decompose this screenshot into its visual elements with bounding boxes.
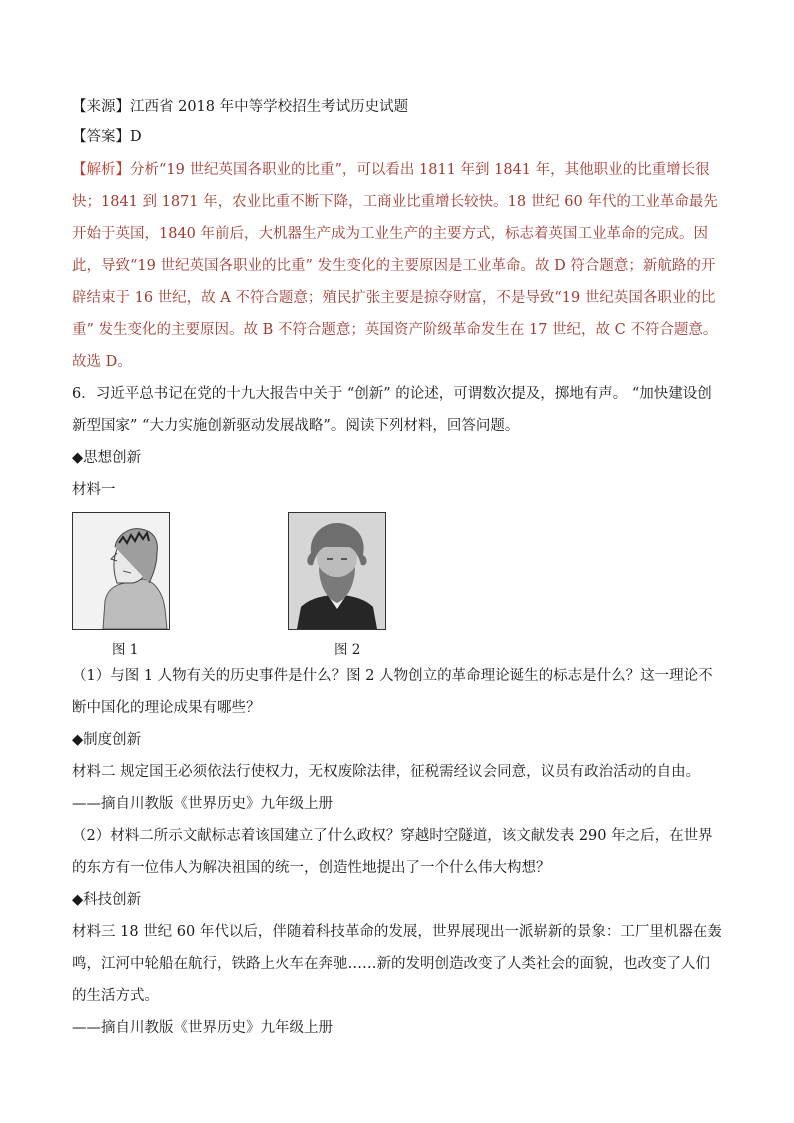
analysis-label: 【解析】 (72, 162, 130, 178)
material-1-label: 材料一 (72, 482, 116, 498)
source-text: 江西省 2018 年中等学校招生考试历史试题 (130, 99, 409, 115)
figure-2-portrait-image (288, 512, 386, 630)
material-3-text: 材料三 18 世纪 60 年代以后，伴随着科技革命的发展，世界展现出一派崭新的景象：工厂里机器在轰鸣，江河中轮船在航行，铁路上火车在奔驰……新的发明创造改变了人类社会的面貌，也改变了人们的生活方式。 (72, 924, 722, 1004)
figure-2-caption: 图 2 (334, 642, 361, 658)
figure-1-portrait-image (72, 512, 170, 630)
section-thought-title: ◆思想创新 (72, 450, 142, 466)
material-2-text: 材料二 规定国王必须依法行使权力，无权废除法律，征税需经议会同意，议员有政治活动的自由。 (72, 764, 701, 780)
document-page (72, 96, 724, 1044)
material-3-source: ——摘自川教版《世界历史》九年级上册 (72, 1020, 333, 1036)
section-technology-title: ◆科技创新 (72, 892, 142, 908)
section-institution-title: ◆制度创新 (72, 732, 142, 748)
question-6-intro: 6．习近平总书记在党的十九大报告中关于 “创新” 的论述，可谓数次提及，掷地有声。 “加快建设创新型国家” “大力实施创新驱动发展战略”。阅读下列材料，回答问题。 (72, 386, 712, 434)
answer-text: D (130, 129, 142, 145)
material-2-source: ——摘自川教版《世界历史》九年级上册 (72, 796, 333, 812)
question-6-2: （2）材料二所示文献标志着该国建立了什么政权？穿越时空隧道，该文献发表 290 年之后，在世界的东方有一位伟人为解决祖国的统一，创造性地提出了一个什么伟大构想？ (72, 828, 713, 876)
answer-label: 【答案】 (72, 129, 130, 145)
question-6-1: （1）与图 1 人物有关的历史事件是什么？图 2 人物创立的革命理论诞生的标志是什么？这一理论不断中国化的理论成果有哪些？ (72, 668, 713, 716)
figure-1-caption: 图 1 (112, 642, 139, 658)
source-line (72, 96, 724, 118)
answer-line (72, 126, 724, 148)
analysis-text: 分析“19 世纪英国各职业的比重”，可以看出 1811 年到 1841 年，其他职业的比重增长很快；1841 到 1871 年，农业比重不断下降，工商业比重增长较快。18 世纪 60 年代的工业革命最先开始于英国，1840 年前后，大机器生产成为工业生产的主要方式，标志着英国工业革命的完成。因此，导致“19 世纪英国各职业的比重” 发生变化的主要原因是工业革命。故 D 符合题意；新航路的开辟结束于 16 世纪，故 A 不符合题意；殖民扩张主要是掠夺财富，不是导致“19 世纪英国各职业的比重” 发生变化的主要原因。故 B 不符合题意；英国资产阶级革命发生在 17 世纪，故 C 不符合题意。故选 D。 (72, 162, 718, 370)
source-label: 【来源】 (72, 99, 130, 115)
analysis-paragraph (72, 154, 724, 378)
figures-row (72, 512, 724, 660)
